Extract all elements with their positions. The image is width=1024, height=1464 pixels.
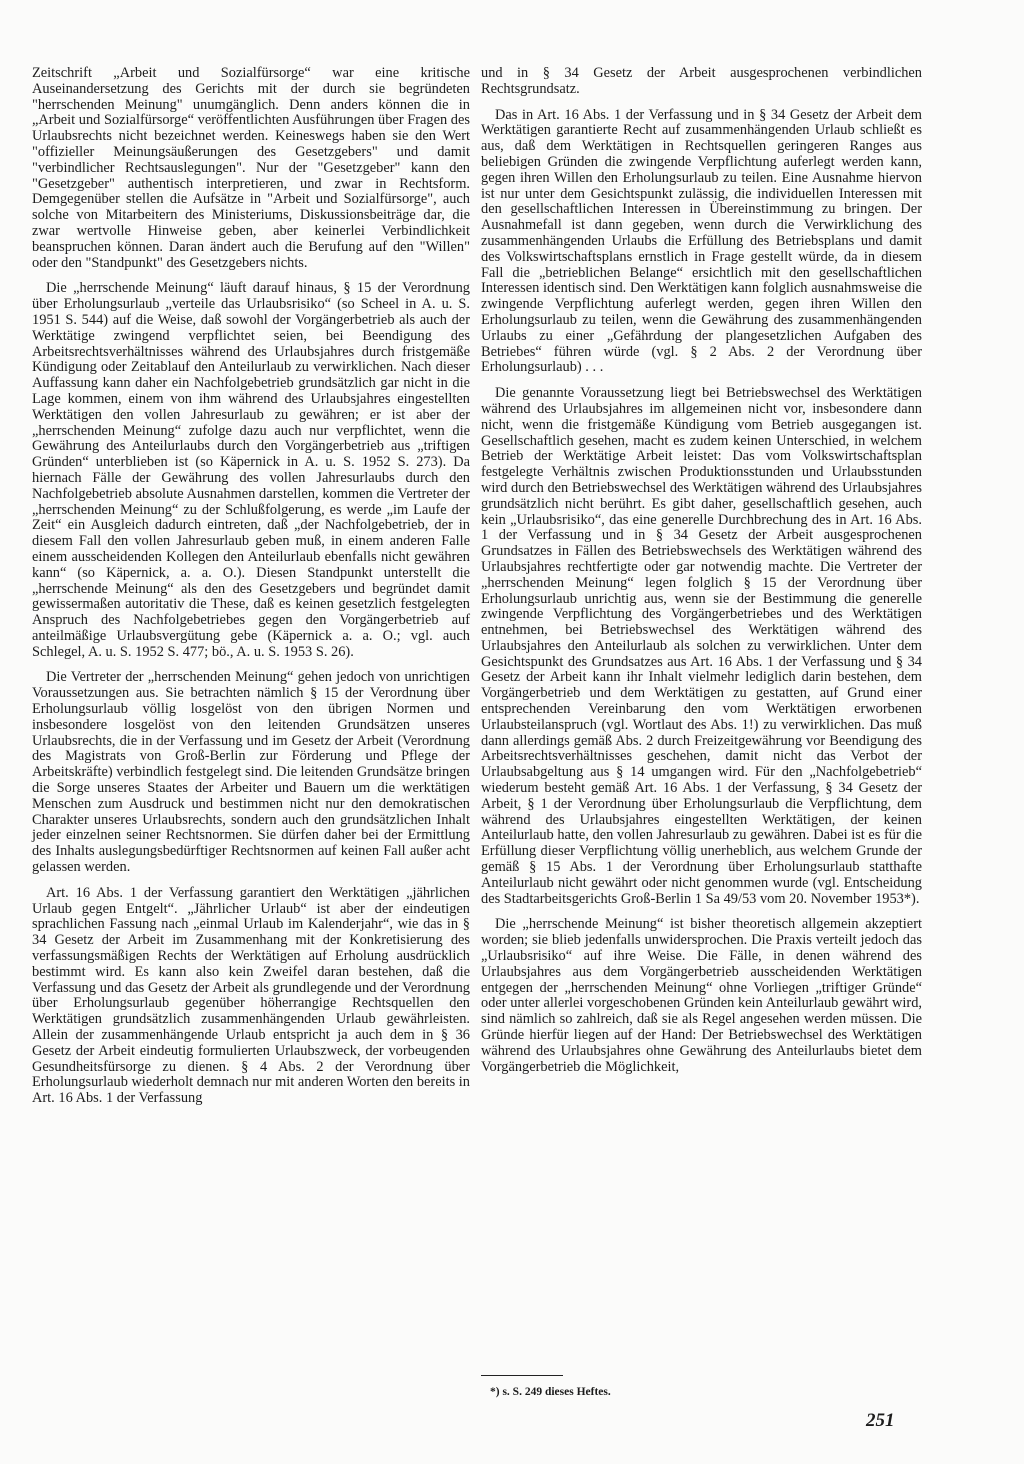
left-column (32, 66, 470, 1117)
footnote: *) s. S. 249 dieses Heftes. (490, 1386, 611, 1398)
paragraph: und in § 34 Gesetz der Arbeit ausgesprochenen verbindlichen Rechtsgrundsatz. (481, 65, 922, 97)
paragraph: Zeitschrift „Arbeit und Sozialfürsorge“ war eine kritische Auseinandersetzung des Gerichts mit der durch sie begründeten "herrschenden Meinung" unumgänglich. Denn anders können die in „Arbeit und Sozialfürsorge“ veröffentlichten Ausführungen über Fragen des Urlaubsrechts nicht bezeichnet werden. Keineswegs haben sie den Wert "offizieller Meinungsäußerungen des Gesetzgebers" und damit "verbindlicher Rechtsauslegungen". Nur der "Gesetzgeber" kann den "Gesetzgeber" authentisch interpretieren, und zwar in Rechtsform. Demgegenüber stellen die Aufsätze in "Arbeit und Sozialfürsorge", auch solche von Mitarbeitern des Ministeriums, Diskussionsbeiträge dar, die zwar wertvolle Hinweise geben, aber keinerlei Verbindlichkeit beanspruchen können. Daran ändert auch die Berufung auf den "Willen" oder den "Standpunkt" des Gesetzgebers nichts. (32, 65, 470, 271)
paragraph: Die „herrschende Meinung“ läuft darauf hinaus, § 15 der Verordnung über Erholungsurlaub „verteile das Urlaubsrisiko“ (so Scheel in A. u. S. 1951 S. 544) auf die Weise, daß sowohl der Vorgängerbetrieb als auch der Werktätige zwingend verpflichtet seien, bei Beendigung des Arbeitsrechtsverhältnisses während des Urlaubsjahres durch fristgemäße Kündigung oder Zeitablauf den Anteilurlaub zu verwirklichen. Nach dieser Auffassung kann daher ein Nachfolgebetrieb grundsätzlich gar nicht in die Lage kommen, einem von ihm während des Urlaubsjahres eingestellten Werktätigen den vollen Jahresurlaub zu gewähren; er ist aber der „herrschenden Meinung“ zufolge dazu auch nur verpflichtet, wenn die Gewährung des Anteilurlaubs durch den Vorgängerbetrieb aus „triftigen Gründen“ unterblieben ist (so Käpernick in A. u. S. 1952 S. 273). Da hiernach Fälle der Gewährung des vollen Jahresurlaubs durch den Nachfolgebetrieb absolute Ausnahmen darstellen, kommen die Vertreter der „herrschenden Meinung“ zu der Schlußfolgerung, es werde „im Laufe der Zeit“ ein Ausgleich dadurch eintreten, daß „der Nachfolgebetrieb, der in diesem Fall den vollen Jahresurlaub geben muß, in einem anderen Falle einem ausscheidenden Kollegen den Anteilurlaub ebenfalls nicht gewähren kann“ (so Käpernick, a. a. O.). Diesen Standpunkt unterstellt die „herrschende Meinung“ als den des Gesetzgebers und begründet damit gewissermaßen autoritativ die These, daß es keinen gesetzlich festgelegten Anspruch des Nachfolgebetriebes gegen den Vorgängerbetrieb auf anteilmäßige Urlaubsvergütung gebe (Käpernick a. a. O.; vgl. auch Schlegel, A. u. S. 1952 S. 477; bö., A. u. S. 1953 S. 26). (32, 280, 470, 660)
paragraph: Art. 16 Abs. 1 der Verfassung garantiert den Werktätigen „jährlichen Urlaub gegen Entgelt“. „Jährlicher Urlaub“ ist aber der eindeutigen sprachlichen Fassung nach „einmal Urlaub im Kalenderjahr“, wie das in § 34 Gesetz der Arbeit im Zusammenhang mit der Konkretisierung des verfassungsmäßigen Rechts der Werktätigen auf Erholung ausdrücklich bestimmt wird. Es kann also kein Zweifel daran bestehen, daß die Verfassung und das Gesetz der Arbeit als grundlegende und der Verordnung über Erholungsurlaub gegenüber höherrangige Rechtsquellen den Werktätigen grundsätzlich zusammenhängenden Urlaub gewährleisten. Allein der zusammenhängende Urlaub entspricht ja auch dem in § 36 Gesetz der Arbeit eindeutig formulierten Urlaubszweck, der vorbeugenden Gesundheitsfürsorge zu dienen. § 4 Abs. 2 der Verordnung über Erholungsurlaub wiederholt demnach nur mit anderen Worten den bereits in Art. 16 Abs. 1 der Verfassung (32, 884, 470, 1107)
page-number: 251 (866, 1410, 895, 1431)
right-column (481, 66, 922, 1085)
paragraph: Die „herrschende Meinung“ ist bisher theoretisch allgemein akzeptiert worden; sie blieb jedenfalls unwidersprochen. Die Praxis verteilt jedoch das „Urlaubsrisiko“ auf ihre Weise. Die Fälle, in denen während des Urlaubsjahres aus dem Vorgängerbetrieb ausscheidenden Werktätigen entgegen der „herrschenden Meinung“ ohne Vorliegen „triftiger Gründe“ oder unter allerlei vorgeschobenen Gründen kein Anteilurlaub gewährt wird, sind nämlich so zahlreich, daß sie als Regel angesehen werden müssen. Die Gründe hierfür liegen auf der Hand: Der Betriebswechsel des Werktätigen während des Urlaubsjahres ohne Gewährung des Anteilurlaubs bietet dem Vorgängerbetrieb die Möglichkeit, (481, 916, 922, 1075)
paragraph: Die Vertreter der „herrschenden Meinung“ gehen jedoch von unrichtigen Voraussetzungen aus. Sie betrachten nämlich § 15 der Verordnung über Erholungsurlaub völlig losgelöst von den übrigen Normen und insbesondere losgelöst von den leitenden Grundsätzen unseres Urlaubsrechts, die in der Verfassung und im Gesetz der Arbeit (Verordnung des Magistrats von Groß-Berlin zur Förderung und Pflege der Arbeitskräfte) verbindlich festgelegt sind. Die leitenden Grundsätze bringen die Sorge unseres Staates der Arbeiter und Bauern um die werktätigen Menschen zum Ausdruck und bestimmen nicht nur den demokratischen Charakter unseres Urlaubsrechts, sondern auch den grundsätzlichen Inhalt jeder einzelnen seiner Rechtsnormen. Sie dürfen daher bei der Ermittlung des Inhalts auslegungsbedürftiger Rechtsnormen auf keinen Fall außer acht gelassen werden. (32, 669, 470, 876)
paragraph: Die genannte Voraussetzung liegt bei Betriebswechsel des Werktätigen während des Urlaubsjahres im allgemeinen nicht vor, insbesondere dann nicht, wenn die fristgemäße Kündigung vom Betrieb ausgegangen ist. Gesellschaftlich gesehen, macht es zudem keinen Unterschied, in welchem Betrieb der Werktätige Arbeit leistet: Das vom Volkswirtschaftsplan festgelegte Verhältnis zwischen Produktionsstunden und Urlaubsstunden wird durch den Betriebswechsel des Werktätigen während des Urlaubsjahres grundsätzlich nicht berührt. Es gibt daher, gesellschaftlich gesehen, auch kein „Urlaubsrisiko“, das eine generelle Durchbrechung des in Art. 16 Abs. 1 der Verfassung und in § 34 Gesetz der Arbeit ausgesprochenen Grundsatzes in Fällen des Betriebswechsels des Werktätigen während des Urlaubsjahres rechtfertigte oder gar notwendig machte. Die Vertreter der „herrschenden Meinung“ legen folglich § 15 der Verordnung über Erholungsurlaub unrichtig aus, wenn sie der Bestimmung die generelle zwingende Verpflichtung des Vorgängerbetriebes und des Werktätigen entnehmen, bei Betriebswechsel des Werktätigen während des Urlaubsjahres den Anteilurlaub als solchen zu verwirklichen. Unter dem Gesichtspunkt des Grundsatzes aus Art. 16 Abs. 1 der Verfassung und § 34 Gesetz der Arbeit kann ihr Inhalt vielmehr lediglich darin bestehen, dem Vorgängerbetrieb und dem Werktätigen zu gestatten, auf Grund einer entsprechenden Vereinbarung den vom Werktätigen erworbenen Urlaubsteilanspruch (vgl. Wortlaut des Abs. 1!) zu verwirklichen. Das muß dann allerdings gemäß Abs. 2 durch Freizeitgewährung vor Beendigung des Arbeitsrechtsverhältnisses geschehen, damit nicht das Verbot der Urlaubsabgeltung aus § 14 umgangen wird. Für den „Nachfolgebetrieb“ wiederum besteht gemäß Art. 16 Abs. 1 der Verfassung, § 34 Gesetz der Arbeit, § 1 der Verordnung über Erholungsurlaub die Verpflichtung, dem während des Urlaubsjahres eingestellten Werktätigen, der keinen Anteilurlaub hatte, den vollen Jahresurlaub zu gewähren. Dabei ist es für die Erfüllung dieser Verpflichtung völlig unerheblich, aus welchem Grunde der gemäß § 15 Abs. 1 der Verordnung über Erholungsurlaub statthafte Anteilurlaub nicht gewährt oder nicht genommen wurde (vgl. Entscheidung des Stadtarbeitsgerichts Groß-Berlin 1 Sa 49/53 vom 20. November 1953*). (481, 385, 922, 907)
paragraph: Das in Art. 16 Abs. 1 der Verfassung und in § 34 Gesetz der Arbeit dem Werktätigen garantierte Recht auf zusammenhängenden Urlaub schließt es aus, daß dem Werktätigen in Rechtsquellen geringeren Ranges aus beliebigen Gründen die zwingende Verpflichtung auferlegt werden kann, gegen ihren Willen den Erholungsurlaub zu teilen. Eine Ausnahme hiervon ist nur unter dem Gesichtspunkt zulässig, die individuellen Interessen mit den gesellschaftlichen Interessen in Übereinstimmung zu bringen. Der Ausnahmefall ist dann gegeben, wenn durch die Verwirklichung des zusammenhängenden Urlaubs die Erfüllung des Betriebsplans und damit des Volkswirtschaftsplans ernstlich in Frage gestellt würde, da in diesem Fall die „betrieblichen Belange“ ersichtlich mit den gesellschaftlichen Interessen identisch sind. Den Werktätigen kann folglich ausnahmsweise die zwingende Verpflichtung auferlegt werden, gegen ihren Willen den Erholungsurlaub zu teilen, wenn die Gewährung des zusammenhängenden Urlaubs zu einer „Gefährdung der plangesetzlichen Aufgaben des Betriebes“ führen würde (vgl. § 2 Abs. 2 der Verordnung über Erholungsurlaub) . . . (481, 106, 922, 376)
footnote-divider (481, 1375, 563, 1376)
